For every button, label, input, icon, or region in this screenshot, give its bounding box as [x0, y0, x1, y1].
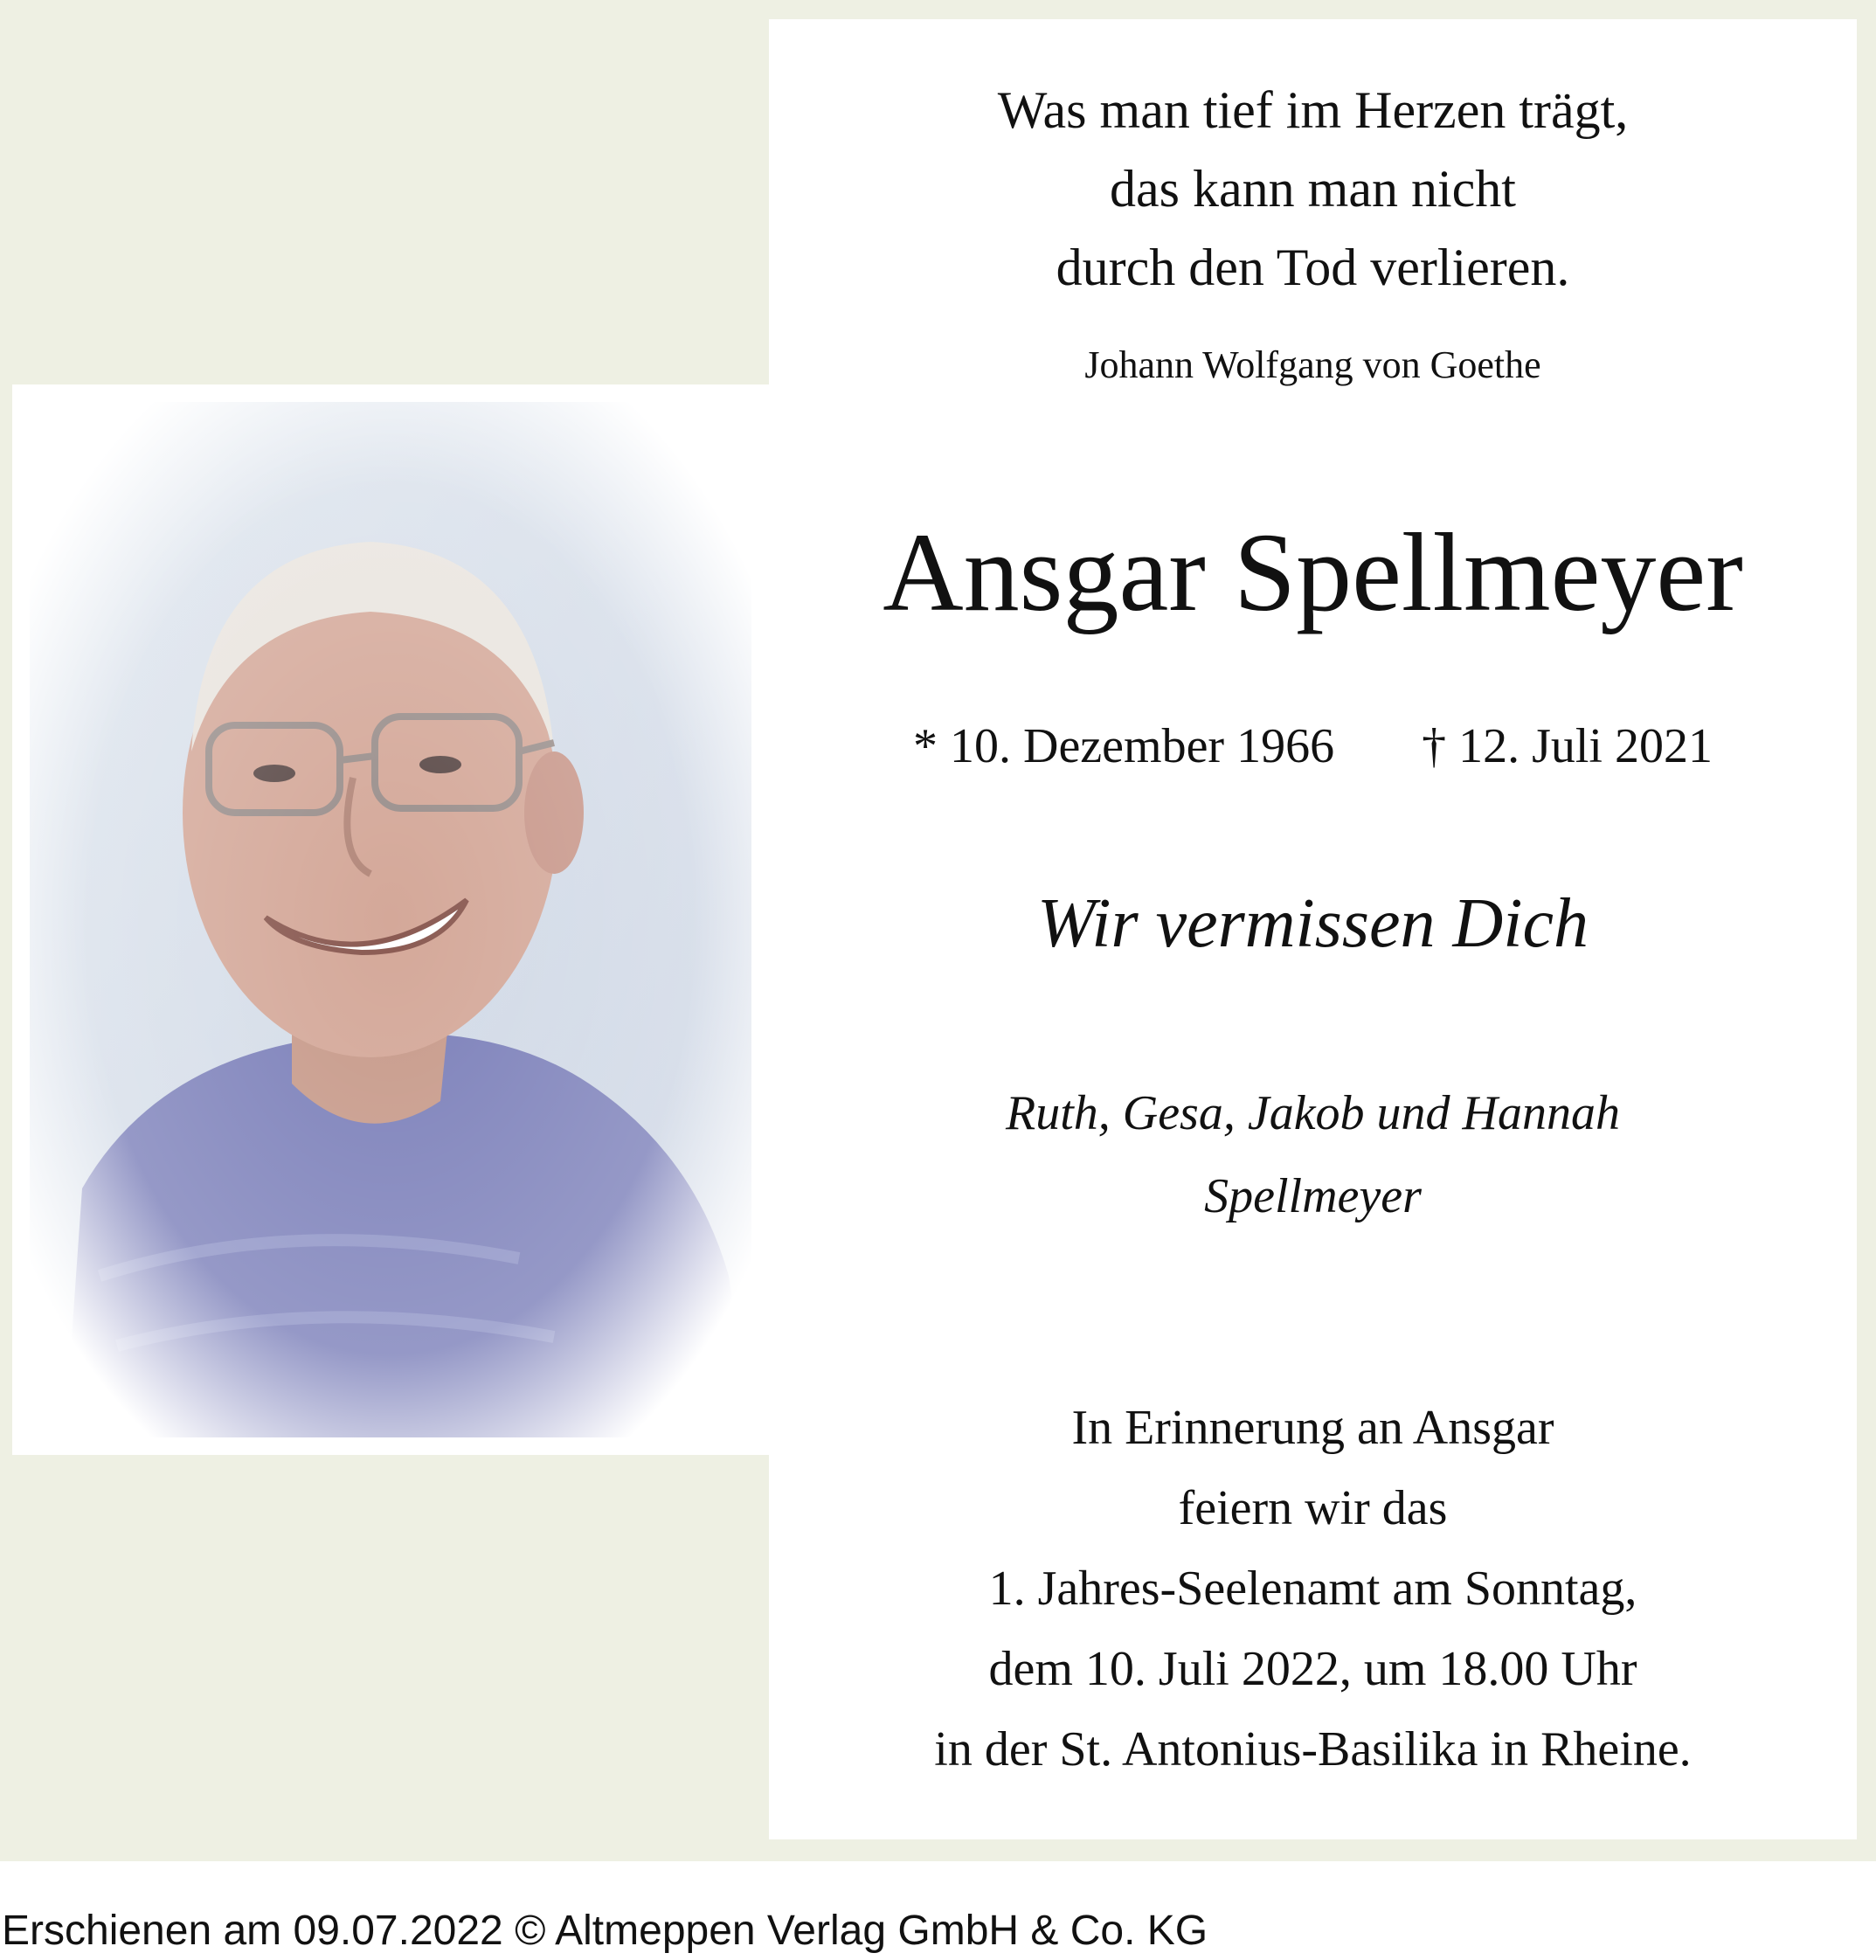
family-surname: Spellmeyer	[1204, 1169, 1422, 1223]
portrait-photo-frame	[12, 384, 769, 1455]
birth-date: * 10. Dezember 1966	[913, 719, 1335, 773]
publication-footer: Erschienen am 09.07.2022 © Altmeppen Verlag GmbH & Co. KG	[2, 1908, 1208, 1954]
death-date: † 12. Juli 2021	[1422, 719, 1713, 773]
farewell-message: Wir vermissen Dich	[1036, 885, 1589, 962]
deceased-name: Ansgar Spellmeyer	[883, 510, 1743, 634]
quote-line-2: das kann man nicht	[1110, 160, 1516, 218]
memorial-line-3: 1. Jahres-Seelenamt am Sonntag,	[988, 1562, 1637, 1616]
memorial-line-1: In Erinnerung an Ansgar	[1071, 1401, 1554, 1455]
memorial-line-5: in der St. Antonius-Basilika in Rheine.	[934, 1722, 1692, 1776]
memorial-line-4: dem 10. Juli 2022, um 18.00 Uhr	[988, 1642, 1637, 1696]
quote-line-3: durch den Tod verlieren.	[1056, 239, 1570, 296]
portrait-photo	[30, 402, 751, 1437]
memorial-line-2: feiern wir das	[1178, 1481, 1448, 1535]
quote-author: Johann Wolfgang von Goethe	[1084, 343, 1541, 386]
quote-line-1: Was man tief im Herzen trägt,	[997, 81, 1629, 139]
text-panel	[769, 19, 1857, 1839]
dates-row	[769, 718, 1857, 774]
family-names: Ruth, Gesa, Jakob und Hannah	[1005, 1086, 1620, 1140]
